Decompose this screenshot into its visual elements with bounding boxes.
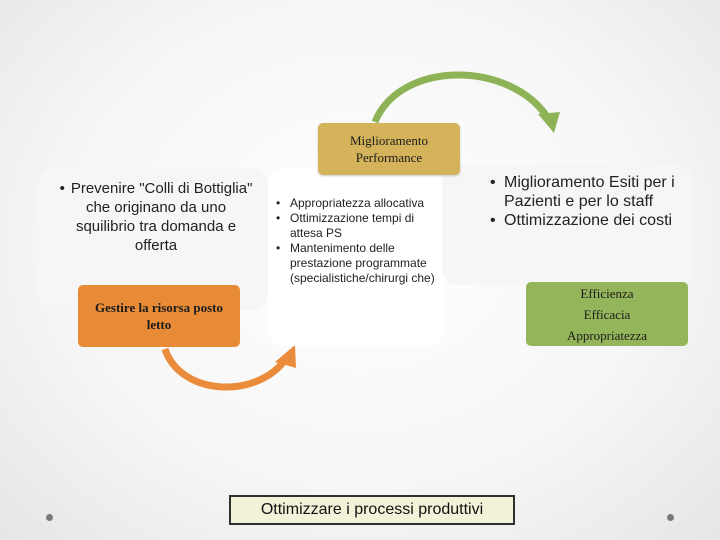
bed-line1: Gestire la risorsa posto — [95, 300, 223, 315]
center-bullet-item: • Mantenimento delle prestazione programmate (specialistiche/chirurgi che) — [276, 241, 436, 286]
efficiency-box — [526, 282, 688, 346]
right-bullet-item: • Ottimizzazione dei costi — [490, 211, 690, 230]
appropriateness-item: Appropriatezza — [566, 327, 648, 343]
green-arc-arrow — [375, 75, 548, 122]
performance-line2: Performance — [355, 150, 423, 165]
center-bullet-list — [276, 196, 436, 286]
orange-arc-arrow — [165, 349, 285, 387]
efficiency-item: Efficienza — [580, 285, 634, 301]
performance-line1: Miglioramento — [350, 133, 428, 148]
process-box — [229, 495, 515, 525]
process-label: Ottimizzare i processi produttivi — [260, 501, 484, 518]
efficacy-item: Efficacia — [583, 306, 631, 322]
left-bullet-list — [56, 179, 256, 255]
bed-line2: letto — [146, 317, 172, 332]
left-bullet-item: • Prevenire "Colli di Bottiglia" che originano da uno squilibrio tra domanda e offerta — [56, 179, 256, 255]
performance-box — [318, 123, 460, 175]
corner-dot-right — [667, 514, 674, 521]
center-bullet-item: • Ottimizzazione tempi di attesa PS — [276, 211, 436, 241]
corner-dot-left — [46, 514, 53, 521]
bed-resource-box — [78, 285, 240, 347]
center-bullet-item: • Appropriatezza allocativa — [276, 196, 436, 211]
green-arrowhead — [538, 112, 560, 133]
right-bullet-item: • Miglioramento Esiti per i Pazienti e per lo staff — [490, 173, 690, 211]
right-bullet-list — [490, 173, 690, 230]
